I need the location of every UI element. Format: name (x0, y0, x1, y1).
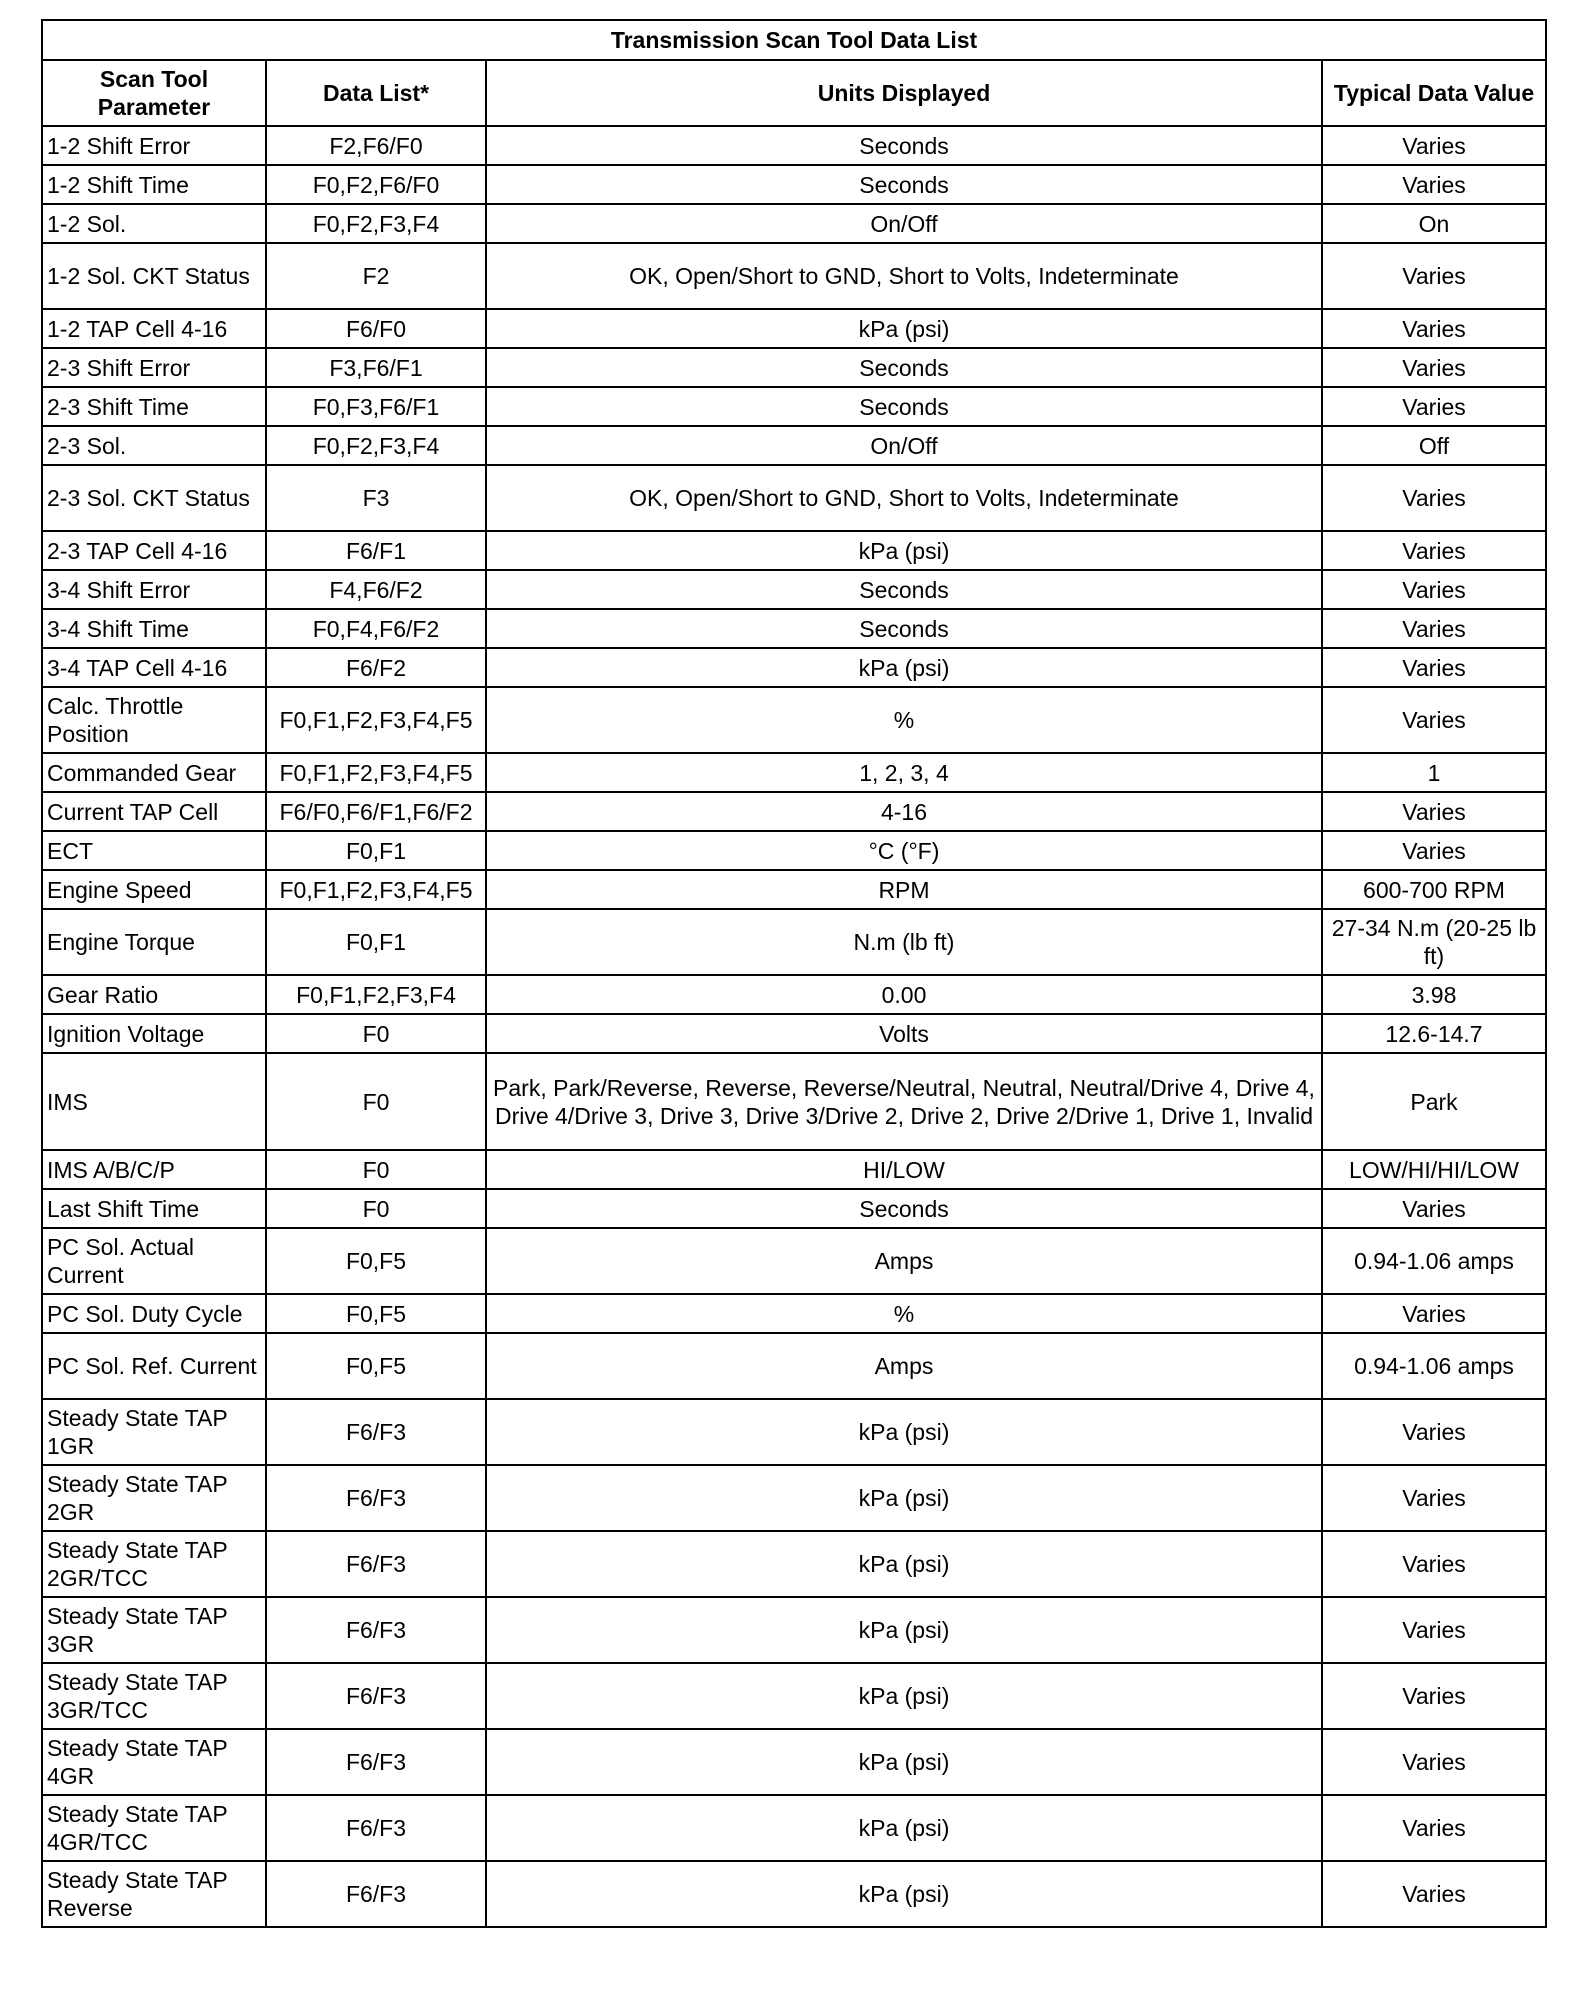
cell-data-list: F6/F3 (266, 1531, 486, 1597)
cell-data-list: F6/F3 (266, 1465, 486, 1531)
header-data-list: Data List* (266, 60, 486, 126)
cell-units: °C (°F) (486, 831, 1322, 870)
table-row (42, 531, 1546, 570)
cell-units: HI/LOW (486, 1150, 1322, 1189)
cell-typical-value: 12.6-14.7 (1322, 1014, 1546, 1053)
table-row (42, 1465, 1546, 1531)
cell-parameter: 2-3 TAP Cell 4-16 (42, 531, 266, 570)
cell-parameter: Steady State TAP 4GR (42, 1729, 266, 1795)
cell-parameter: Calc. Throttle Position (42, 687, 266, 753)
cell-parameter: 1-2 TAP Cell 4-16 (42, 309, 266, 348)
cell-data-list: F0,F1,F2,F3,F4 (266, 975, 486, 1014)
cell-parameter: Steady State TAP 4GR/TCC (42, 1795, 266, 1861)
cell-typical-value: Varies (1322, 1795, 1546, 1861)
cell-units: kPa (psi) (486, 1399, 1322, 1465)
cell-units: OK, Open/Short to GND, Short to Volts, Indeterminate (486, 243, 1322, 309)
cell-data-list: F0,F2,F6/F0 (266, 165, 486, 204)
table-row (42, 1861, 1546, 1927)
cell-data-list: F3,F6/F1 (266, 348, 486, 387)
cell-typical-value: 3.98 (1322, 975, 1546, 1014)
cell-parameter: Steady State TAP 2GR/TCC (42, 1531, 266, 1597)
cell-parameter: PC Sol. Actual Current (42, 1228, 266, 1294)
cell-typical-value: Varies (1322, 570, 1546, 609)
cell-data-list: F4,F6/F2 (266, 570, 486, 609)
cell-parameter: Current TAP Cell (42, 792, 266, 831)
cell-typical-value: 600-700 RPM (1322, 870, 1546, 909)
cell-units: kPa (psi) (486, 309, 1322, 348)
header-typical-value: Typical Data Value (1322, 60, 1546, 126)
cell-data-list: F0,F1,F2,F3,F4,F5 (266, 870, 486, 909)
table-row (42, 753, 1546, 792)
cell-units: Volts (486, 1014, 1322, 1053)
cell-data-list: F0,F1 (266, 909, 486, 975)
cell-data-list: F0,F1,F2,F3,F4,F5 (266, 753, 486, 792)
table-row (42, 1189, 1546, 1228)
cell-data-list: F6/F3 (266, 1729, 486, 1795)
cell-parameter: PC Sol. Ref. Current (42, 1333, 266, 1399)
cell-parameter: IMS A/B/C/P (42, 1150, 266, 1189)
cell-data-list: F0 (266, 1014, 486, 1053)
cell-typical-value: Park (1322, 1053, 1546, 1150)
cell-parameter: 3-4 TAP Cell 4-16 (42, 648, 266, 687)
cell-typical-value: Varies (1322, 309, 1546, 348)
table-row (42, 126, 1546, 165)
cell-typical-value: 27-34 N.m (20-25 lb ft) (1322, 909, 1546, 975)
cell-parameter: 3-4 Shift Time (42, 609, 266, 648)
cell-data-list: F0,F2,F3,F4 (266, 204, 486, 243)
cell-parameter: 1-2 Sol. CKT Status (42, 243, 266, 309)
cell-units: 1, 2, 3, 4 (486, 753, 1322, 792)
table-row (42, 975, 1546, 1014)
cell-data-list: F0 (266, 1053, 486, 1150)
cell-data-list: F6/F1 (266, 531, 486, 570)
cell-typical-value: Varies (1322, 1597, 1546, 1663)
table-row (42, 1014, 1546, 1053)
cell-typical-value: Varies (1322, 687, 1546, 753)
header-parameter: Scan Tool Parameter (42, 60, 266, 126)
cell-units: Seconds (486, 570, 1322, 609)
cell-typical-value: Varies (1322, 165, 1546, 204)
cell-data-list: F0,F5 (266, 1228, 486, 1294)
cell-parameter: PC Sol. Duty Cycle (42, 1294, 266, 1333)
cell-typical-value: Varies (1322, 1729, 1546, 1795)
table-row (42, 243, 1546, 309)
cell-typical-value: Varies (1322, 1399, 1546, 1465)
table-row (42, 870, 1546, 909)
cell-data-list: F0,F5 (266, 1333, 486, 1399)
cell-typical-value: Varies (1322, 831, 1546, 870)
cell-units: N.m (lb ft) (486, 909, 1322, 975)
table-row (42, 831, 1546, 870)
scan-tool-data-table (41, 19, 1547, 1928)
cell-typical-value: Varies (1322, 1531, 1546, 1597)
cell-typical-value: 1 (1322, 753, 1546, 792)
cell-typical-value: Varies (1322, 1861, 1546, 1927)
table-row (42, 348, 1546, 387)
cell-data-list: F6/F3 (266, 1399, 486, 1465)
cell-data-list: F0,F2,F3,F4 (266, 426, 486, 465)
table-row (42, 1663, 1546, 1729)
cell-typical-value: Varies (1322, 126, 1546, 165)
cell-parameter: Commanded Gear (42, 753, 266, 792)
cell-units: On/Off (486, 204, 1322, 243)
cell-units: 4-16 (486, 792, 1322, 831)
cell-parameter: ECT (42, 831, 266, 870)
cell-units: Amps (486, 1333, 1322, 1399)
cell-typical-value: Varies (1322, 387, 1546, 426)
table-row (42, 1294, 1546, 1333)
cell-data-list: F2,F6/F0 (266, 126, 486, 165)
table-row (42, 609, 1546, 648)
cell-units: OK, Open/Short to GND, Short to Volts, Indeterminate (486, 465, 1322, 531)
cell-data-list: F0,F3,F6/F1 (266, 387, 486, 426)
cell-units: Park, Park/Reverse, Reverse, Reverse/Neutral, Neutral, Neutral/Drive 4, Drive 4, Drive 4/Drive 3, Drive 3, Drive 3/Drive 2, Drive 2, Drive 2/Drive 1, Drive 1, Invalid (486, 1053, 1322, 1150)
cell-units: kPa (psi) (486, 1795, 1322, 1861)
cell-parameter: Steady State TAP 3GR/TCC (42, 1663, 266, 1729)
table-row (42, 1531, 1546, 1597)
table-row (42, 1399, 1546, 1465)
cell-units: Seconds (486, 126, 1322, 165)
cell-data-list: F0,F1 (266, 831, 486, 870)
table-row (42, 570, 1546, 609)
cell-units: kPa (psi) (486, 531, 1322, 570)
cell-units: Amps (486, 1228, 1322, 1294)
cell-typical-value: LOW/HI/HI/LOW (1322, 1150, 1546, 1189)
cell-typical-value: Off (1322, 426, 1546, 465)
cell-data-list: F6/F3 (266, 1663, 486, 1729)
table-title: Transmission Scan Tool Data List (42, 20, 1546, 60)
table-row (42, 648, 1546, 687)
cell-parameter: 3-4 Shift Error (42, 570, 266, 609)
cell-typical-value: Varies (1322, 609, 1546, 648)
table-row (42, 909, 1546, 975)
cell-units: kPa (psi) (486, 1663, 1322, 1729)
table-row (42, 309, 1546, 348)
cell-typical-value: Varies (1322, 465, 1546, 531)
cell-data-list: F6/F2 (266, 648, 486, 687)
cell-data-list: F6/F0 (266, 309, 486, 348)
cell-units: kPa (psi) (486, 1465, 1322, 1531)
table-row (42, 687, 1546, 753)
table-row (42, 1150, 1546, 1189)
cell-typical-value: On (1322, 204, 1546, 243)
cell-units: % (486, 1294, 1322, 1333)
cell-units: 0.00 (486, 975, 1322, 1014)
cell-data-list: F6/F3 (266, 1597, 486, 1663)
cell-units: kPa (psi) (486, 648, 1322, 687)
cell-parameter: 2-3 Shift Error (42, 348, 266, 387)
cell-data-list: F0 (266, 1189, 486, 1228)
cell-parameter: Steady State TAP 3GR (42, 1597, 266, 1663)
cell-data-list: F0,F5 (266, 1294, 486, 1333)
table-row (42, 1333, 1546, 1399)
cell-parameter: 2-3 Sol. CKT Status (42, 465, 266, 531)
cell-units: kPa (psi) (486, 1531, 1322, 1597)
table-row (42, 165, 1546, 204)
table-row (42, 1228, 1546, 1294)
cell-typical-value: Varies (1322, 1465, 1546, 1531)
cell-units: Seconds (486, 609, 1322, 648)
cell-parameter: Engine Speed (42, 870, 266, 909)
cell-data-list: F0,F4,F6/F2 (266, 609, 486, 648)
cell-data-list: F3 (266, 465, 486, 531)
table-row (42, 1795, 1546, 1861)
cell-parameter: Steady State TAP 1GR (42, 1399, 266, 1465)
cell-units: Seconds (486, 1189, 1322, 1228)
cell-parameter: 1-2 Shift Time (42, 165, 266, 204)
cell-units: kPa (psi) (486, 1597, 1322, 1663)
cell-data-list: F0 (266, 1150, 486, 1189)
cell-data-list: F6/F3 (266, 1861, 486, 1927)
cell-data-list: F6/F3 (266, 1795, 486, 1861)
cell-parameter: IMS (42, 1053, 266, 1150)
cell-data-list: F6/F0,F6/F1,F6/F2 (266, 792, 486, 831)
cell-units: kPa (psi) (486, 1861, 1322, 1927)
cell-parameter: Gear Ratio (42, 975, 266, 1014)
cell-parameter: Engine Torque (42, 909, 266, 975)
cell-typical-value: 0.94-1.06 amps (1322, 1228, 1546, 1294)
cell-typical-value: Varies (1322, 648, 1546, 687)
cell-parameter: Last Shift Time (42, 1189, 266, 1228)
table-body (42, 126, 1546, 1927)
cell-data-list: F2 (266, 243, 486, 309)
cell-units: % (486, 687, 1322, 753)
cell-parameter: Steady State TAP Reverse (42, 1861, 266, 1927)
cell-typical-value: Varies (1322, 1189, 1546, 1228)
cell-parameter: 2-3 Shift Time (42, 387, 266, 426)
table-row (42, 426, 1546, 465)
cell-units: kPa (psi) (486, 1729, 1322, 1795)
cell-parameter: 1-2 Shift Error (42, 126, 266, 165)
table-row (42, 204, 1546, 243)
cell-parameter: Ignition Voltage (42, 1014, 266, 1053)
cell-parameter: Steady State TAP 2GR (42, 1465, 266, 1531)
cell-units: Seconds (486, 165, 1322, 204)
cell-typical-value: Varies (1322, 531, 1546, 570)
cell-typical-value: Varies (1322, 792, 1546, 831)
table-row (42, 1729, 1546, 1795)
table-row (42, 1053, 1546, 1150)
table-row (42, 1597, 1546, 1663)
table-row (42, 465, 1546, 531)
cell-units: Seconds (486, 387, 1322, 426)
cell-units: RPM (486, 870, 1322, 909)
cell-typical-value: Varies (1322, 1663, 1546, 1729)
header-units: Units Displayed (486, 60, 1322, 126)
cell-units: On/Off (486, 426, 1322, 465)
cell-parameter: 2-3 Sol. (42, 426, 266, 465)
cell-typical-value: Varies (1322, 348, 1546, 387)
cell-typical-value: Varies (1322, 1294, 1546, 1333)
table-row (42, 387, 1546, 426)
cell-typical-value: Varies (1322, 243, 1546, 309)
table-row (42, 792, 1546, 831)
cell-data-list: F0,F1,F2,F3,F4,F5 (266, 687, 486, 753)
cell-parameter: 1-2 Sol. (42, 204, 266, 243)
cell-units: Seconds (486, 348, 1322, 387)
cell-typical-value: 0.94-1.06 amps (1322, 1333, 1546, 1399)
